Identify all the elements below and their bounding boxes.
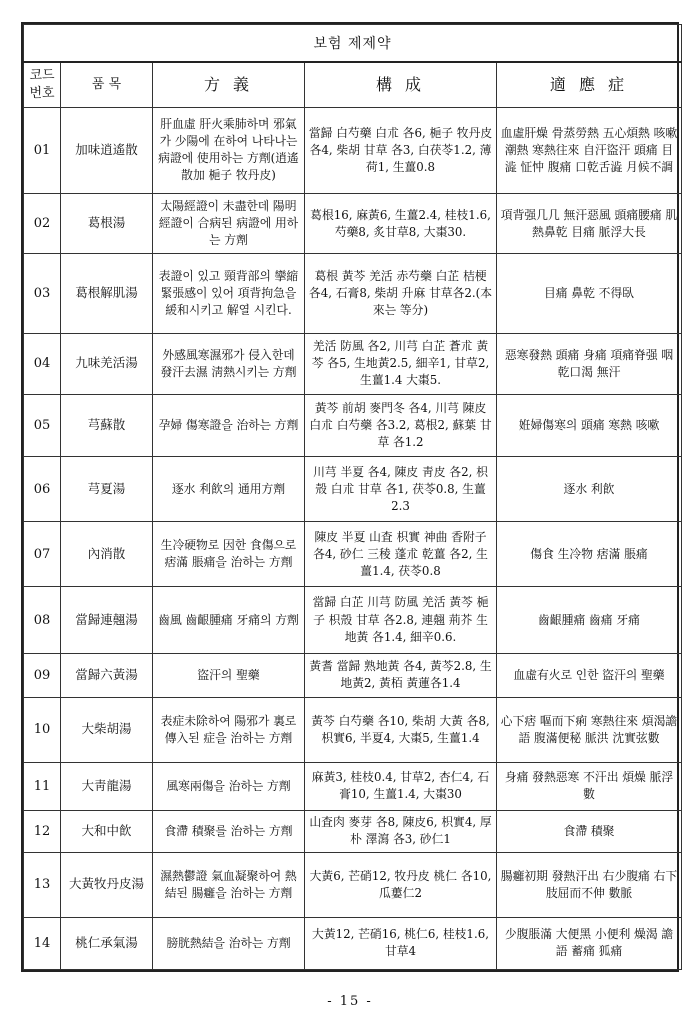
row-code: 11 [24,762,61,810]
table-row [24,108,682,194]
row-indication: 傷食 生冷物 痞滿 脹痛 [497,522,682,587]
row-code: 05 [24,394,61,457]
table-row [24,697,682,762]
row-code: 10 [24,697,61,762]
row-indication: 血虛肝燥 骨蒸勞熱 五心煩熱 咳嗽潮熱 寒熱往來 自汗盜汗 頭痛 目澁 怔忡 腹痛 口乾舌澁 月候不調 [497,108,682,194]
row-meaning: 齒風 齒齦腫痛 牙痛의 方劑 [153,587,305,654]
table-row [24,522,682,587]
row-name: 大靑龍湯 [61,762,153,810]
row-name: 葛根解肌湯 [61,254,153,334]
table-row [24,654,682,698]
row-name: 當歸六黃湯 [61,654,153,698]
row-name: 桃仁承氣湯 [61,917,153,969]
row-composition: 黃耆 當歸 熟地黃 各4, 黃芩2.8, 生地黃2, 黃栢 黃蓮各1.4 [305,654,497,698]
row-composition: 當歸 白芍藥 白朮 各6, 梔子 牧丹皮 各4, 柴胡 甘草 各3, 白茯苓1.2, 薄荷1, 生薑0.8 [305,108,497,194]
row-composition: 羌活 防風 各2, 川芎 白芷 蒼朮 黃芩 各5, 生地黃2.5, 細辛1, 甘草2, 生薑1.4 大棗5. [305,333,497,394]
row-name: 大和中飮 [61,810,153,852]
row-name: 內消散 [61,522,153,587]
table-row [24,333,682,394]
row-name: 大黃牧丹皮湯 [61,852,153,917]
row-code: 04 [24,333,61,394]
table-row [24,587,682,654]
row-indication: 腸癰初期 發熱汗出 右少腹痛 右下肢屈而不伸 數脈 [497,852,682,917]
row-meaning: 逐水 利飮의 通用方劑 [153,457,305,522]
table-body [24,108,682,970]
row-meaning: 食滯 積聚를 治하는 方劑 [153,810,305,852]
row-composition: 山査肉 麥芽 各8, 陳皮6, 枳實4, 厚朴 澤瀉 各3, 砂仁1 [305,810,497,852]
row-indication: 齒齦腫痛 齒痛 牙痛 [497,587,682,654]
row-code: 03 [24,254,61,334]
row-code: 06 [24,457,61,522]
table-row [24,193,682,254]
row-composition: 葛根16, 麻黃6, 生薑2.4, 桂枝1.6, 芍藥8, 炙甘草8, 大棗30. [305,193,497,254]
row-code: 07 [24,522,61,587]
row-code: 01 [24,108,61,194]
row-composition: 大黃12, 芒硝16, 桃仁6, 桂枝1.6, 甘草4 [305,917,497,969]
table-row [24,254,682,334]
row-name: 當歸連翹湯 [61,587,153,654]
header-meaning: 方 義 [153,62,305,108]
row-meaning: 太陽經證이 未盡한데 陽明經證이 合病된 病證에 用하는 方劑 [153,193,305,254]
row-code: 14 [24,917,61,969]
row-meaning: 膀胱熱結을 治하는 方劑 [153,917,305,969]
row-code: 12 [24,810,61,852]
row-composition: 黃芩 白芍藥 各10, 柴胡 大黃 各8, 枳實6, 半夏4, 大棗5, 生薑1.4 [305,697,497,762]
header-composition: 構 成 [305,62,497,108]
row-indication: 心下痞 嘔而下痢 寒熱往來 煩渴譫語 腹滿便秘 脈洪 沈實弦數 [497,697,682,762]
row-name: 芎蘇散 [61,394,153,457]
row-composition: 麻黃3, 桂枝0.4, 甘草2, 杏仁4, 石膏10, 生薑1.4, 大棗30 [305,762,497,810]
row-indication: 身痛 發熱惡寒 不汗出 煩燥 脈浮數 [497,762,682,810]
row-meaning: 外感風寒濕邪가 侵入한데 發汗去濕 淸熱시키는 方劑 [153,333,305,394]
header-code: 코드번호 [24,62,61,108]
row-indication: 惡寒發熱 頭痛 身痛 項痛脊强 咽乾口渴 無汗 [497,333,682,394]
row-composition: 陳皮 半夏 山査 枳實 神曲 香附子 各4, 砂仁 三稜 蓬朮 乾薑 各2, 生薑1.4, 茯苓0.8 [305,522,497,587]
row-indication: 血虛有火로 인한 盜汗의 聖藥 [497,654,682,698]
row-meaning: 生冷硬物로 因한 食傷으로 痞滿 脹痛을 治하는 方劑 [153,522,305,587]
row-indication: 姙婦傷寒의 頭痛 寒熱 咳嗽 [497,394,682,457]
row-name: 九味羌活湯 [61,333,153,394]
row-code: 13 [24,852,61,917]
row-indication: 目痛 鼻乾 不得臥 [497,254,682,334]
document-table-frame [21,22,679,972]
table-row [24,852,682,917]
row-meaning: 風寒兩傷을 治하는 方劑 [153,762,305,810]
row-indication: 逐水 利飮 [497,457,682,522]
row-composition: 川芎 半夏 各4, 陳皮 靑皮 各2, 枳殼 白朮 甘草 各1, 茯苓0.8, 生薑2.3 [305,457,497,522]
table-row [24,394,682,457]
table-row [24,457,682,522]
row-composition: 黃芩 前胡 麥門冬 各4, 川芎 陳皮 白朮 白芍藥 各3.2, 葛根2, 蘇葉 甘草 各1.2 [305,394,497,457]
row-code: 09 [24,654,61,698]
row-name: 芎夏湯 [61,457,153,522]
row-meaning: 孕婦 傷寒證을 治하는 方劑 [153,394,305,457]
row-code: 02 [24,193,61,254]
header-name: 품 목 [61,62,153,108]
row-meaning: 表證이 있고 頸背部의 攣縮緊張感이 있어 項背拘急을 緩和시키고 解열 시킨다. [153,254,305,334]
table-row [24,810,682,852]
drug-table [23,24,682,970]
row-name: 大柴胡湯 [61,697,153,762]
row-composition: 當歸 白芷 川芎 防風 羌活 黃芩 梔子 枳殼 甘草 各2.8, 連翹 荊芥 生地黃 各1.4, 細辛0.6. [305,587,497,654]
row-composition: 葛根 黃芩 羌活 赤芍藥 白芷 桔梗 各4, 石膏8, 柴胡 升麻 甘草各2.(本來는 等分) [305,254,497,334]
row-meaning: 肝血虛 肝火乘肺하며 邪氣가 少陽에 在하여 나타나는 病證에 使用하는 方劑(逍遙散加 梔子 牧丹皮) [153,108,305,194]
row-name: 加味逍遙散 [61,108,153,194]
row-indication: 項背强几几 無汗惡風 頭痛腰痛 肌熱鼻乾 目痛 脈浮大長 [497,193,682,254]
row-meaning: 表症未除하여 陽邪가 裏로 傳入된 症을 治하는 方劑 [153,697,305,762]
table-row [24,762,682,810]
row-indication: 食滯 積聚 [497,810,682,852]
row-meaning: 盜汗의 聖藥 [153,654,305,698]
row-meaning: 濕熱鬱證 氣血凝聚하여 熱結된 腸癰을 治하는 方劑 [153,852,305,917]
row-indication: 少腹脹滿 大便黑 小便利 燥渴 譫語 蓄痛 狐痛 [497,917,682,969]
row-code: 08 [24,587,61,654]
page-number: - 15 - [327,994,373,1009]
row-name: 葛根湯 [61,193,153,254]
table-row [24,917,682,969]
row-composition: 大黃6, 芒硝12, 牧丹皮 桃仁 各10, 瓜蔞仁2 [305,852,497,917]
header-indication: 適 應 症 [497,62,682,108]
table-title: 보험 제제약 [24,25,682,63]
